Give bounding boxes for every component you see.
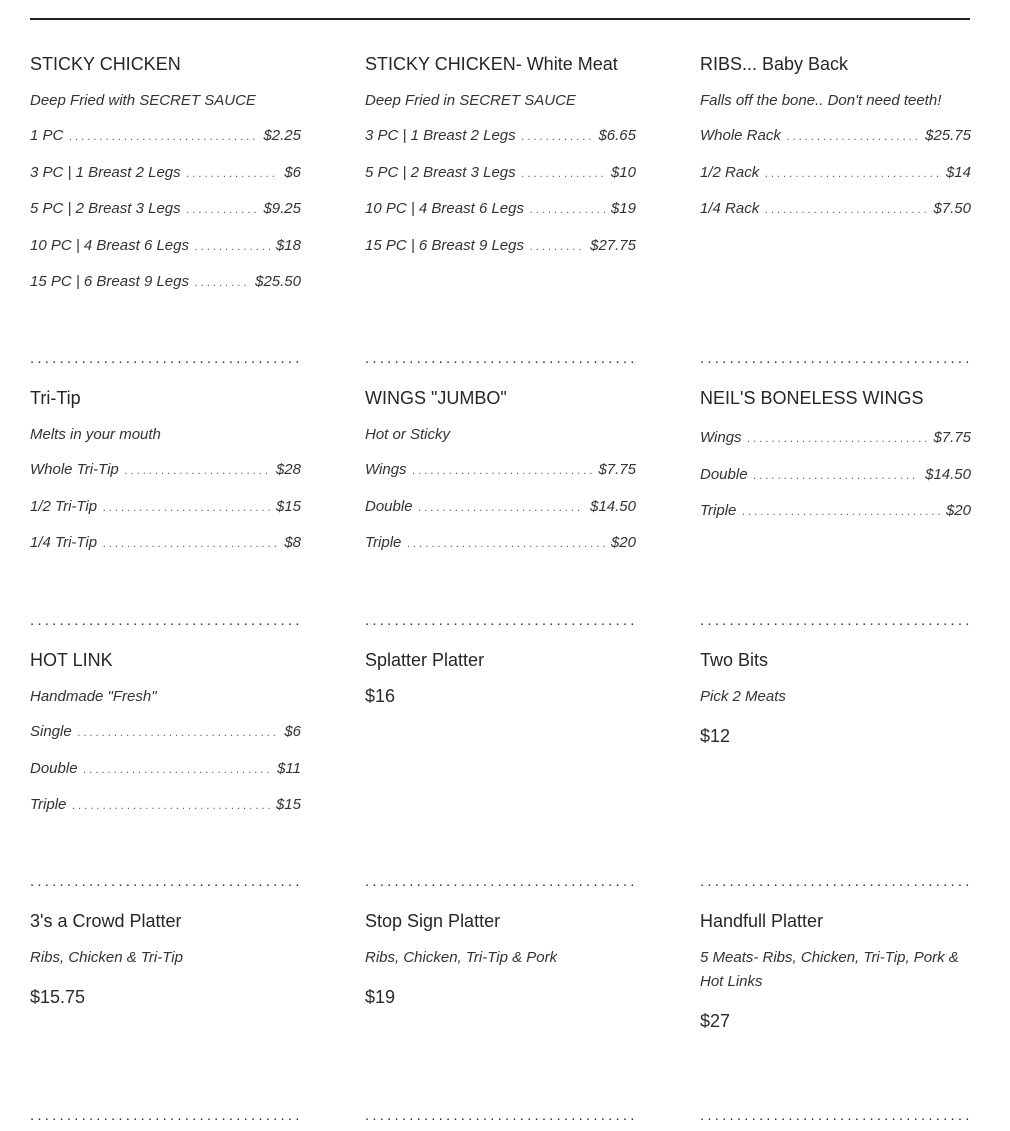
price-list (700, 429, 971, 539)
price-list (30, 461, 301, 571)
dot-leader (765, 204, 927, 216)
portion-price: $14 (945, 163, 971, 181)
portion-name: 1/2 Tri-Tip (30, 497, 98, 515)
dot-leader (754, 470, 920, 482)
menu-item-3-s-a-crowd-platter (30, 897, 301, 1131)
portion-price: $11 (277, 759, 301, 777)
dot-leader (103, 538, 278, 550)
menu-item-title: Tri-Tip (30, 388, 81, 408)
dot-leader (413, 465, 593, 477)
price-row (365, 164, 636, 201)
menu-item-price: $15.75 (30, 987, 86, 1007)
portion-name: 3 PC | 1 Breast 2 Legs (30, 163, 181, 181)
price-row (30, 273, 301, 310)
menu-item-description: Deep Fried in SECRET SAUCE (365, 92, 576, 109)
portion-price: $8 (284, 534, 301, 551)
dotted-divider (700, 877, 971, 887)
dotted-divider (30, 354, 301, 364)
dot-leader (125, 465, 270, 477)
dotted-divider (365, 616, 636, 626)
menu-item-ribs-baby-back (700, 40, 971, 374)
price-row (700, 502, 971, 539)
menu-item-splatter-platter (365, 636, 636, 897)
portion-name: 15 PC | 6 Breast 9 Legs (30, 273, 189, 290)
dot-leader (195, 277, 249, 289)
portion-price: $28 (275, 461, 301, 478)
menu-item-description: Melts in your mouth (30, 426, 161, 443)
price-row (365, 498, 636, 535)
menu-item-title: NEIL'S BONELESS WINGS (700, 388, 924, 408)
dot-leader (530, 204, 605, 216)
menu-item-description: Pick 2 Meats (700, 688, 786, 705)
dot-leader (530, 241, 584, 253)
dot-leader (72, 800, 270, 812)
portion-name: 5 PC | 2 Breast 3 Legs (30, 200, 181, 217)
price-row (30, 723, 301, 760)
menu-item-price: $12 (700, 726, 731, 746)
price-row (700, 127, 971, 164)
portion-name: 1/4 Rack (700, 200, 760, 217)
portion-price: $20 (610, 534, 636, 551)
menu-item-title: STICKY CHICKEN- White Meat (365, 54, 618, 74)
price-row (30, 127, 301, 164)
dotted-divider (365, 354, 636, 364)
top-divider (30, 18, 970, 20)
dotted-divider (30, 877, 301, 887)
menu-grid (30, 40, 971, 1131)
portion-price: $20 (945, 502, 971, 519)
menu-item-sticky-chicken (30, 40, 301, 374)
dotted-divider (365, 877, 636, 887)
dot-leader (522, 168, 605, 180)
portion-name: 5 PC | 2 Breast 3 Legs (365, 163, 516, 181)
portion-name: Whole Rack (700, 127, 781, 144)
menu-item-price: $19 (365, 987, 396, 1007)
menu-item-title: Stop Sign Platter (365, 911, 501, 931)
dot-leader (84, 764, 272, 776)
portion-price: $18 (275, 236, 301, 254)
price-row (30, 200, 301, 237)
dot-leader (742, 506, 940, 518)
portion-price: $27.75 (590, 236, 636, 254)
dotted-divider (700, 1111, 971, 1121)
menu-item-title: RIBS... Baby Back (700, 54, 849, 74)
menu-item-description: Ribs, Chicken, Tri-Tip & Pork (365, 949, 558, 966)
menu-item-description: Falls off the bone.. Don't need teeth! (700, 92, 942, 109)
dot-leader (195, 241, 270, 253)
portion-name: Wings (365, 461, 407, 478)
portion-price: $2.25 (263, 127, 301, 144)
price-list (365, 127, 636, 273)
portion-price: $14.50 (925, 465, 971, 483)
portion-name: 10 PC | 4 Breast 6 Legs (365, 200, 524, 217)
dot-leader (748, 433, 928, 445)
dot-leader (187, 168, 279, 180)
price-list (30, 723, 301, 833)
menu-item-title: Two Bits (700, 650, 769, 670)
portion-name: Single (30, 723, 72, 740)
menu-item-title: 3's a Crowd Platter (30, 911, 182, 931)
menu-item-title: WINGS "JUMBO" (365, 388, 507, 408)
portion-name: 10 PC | 4 Breast 6 Legs (30, 236, 189, 254)
portion-price: $19 (610, 200, 636, 217)
menu-item-handfull-platter (700, 897, 971, 1131)
menu-item-title: Handfull Platter (700, 911, 824, 931)
dot-leader (78, 727, 279, 739)
price-row (30, 534, 301, 571)
dot-leader (787, 131, 919, 143)
dotted-divider (700, 354, 971, 364)
portion-name: Wings (700, 429, 742, 446)
portion-price: $25.50 (255, 273, 301, 290)
price-list (30, 127, 301, 310)
portion-price: $25.75 (925, 127, 971, 144)
menu-item-description: Deep Fried with SECRET SAUCE (30, 92, 256, 109)
price-row (700, 200, 971, 237)
menu-item-hot-link (30, 636, 301, 897)
dotted-divider (30, 616, 301, 626)
dot-leader (765, 168, 940, 180)
dotted-divider (365, 1111, 636, 1121)
portion-price: $14.50 (590, 497, 636, 515)
portion-name: Triple (365, 534, 402, 551)
price-list (365, 461, 636, 571)
portion-name: Double (365, 497, 413, 515)
menu-item-title: Splatter Platter (365, 650, 485, 670)
portion-price: $6.65 (598, 127, 636, 144)
menu-item-price: $27 (700, 1011, 731, 1031)
price-list (700, 127, 971, 237)
portion-price: $7.75 (933, 429, 971, 446)
portion-price: $15 (275, 497, 301, 515)
menu-item-price: $16 (365, 686, 396, 706)
price-row (30, 461, 301, 498)
portion-name: 15 PC | 6 Breast 9 Legs (365, 236, 524, 254)
portion-name: 1/4 Tri-Tip (30, 534, 98, 551)
menu-item-description: Hot or Sticky (365, 426, 451, 443)
portion-name: Triple (30, 796, 67, 813)
price-row (700, 164, 971, 201)
menu-item-neil-s-boneless-wings (700, 374, 971, 636)
price-row (30, 760, 301, 797)
portion-name: Whole Tri-Tip (30, 461, 119, 478)
portion-name: 3 PC | 1 Breast 2 Legs (365, 127, 516, 144)
price-row (30, 498, 301, 535)
dot-leader (419, 502, 585, 514)
menu-item-two-bits (700, 636, 971, 897)
menu-item-title: STICKY CHICKEN (30, 54, 181, 74)
portion-price: $9.25 (263, 200, 301, 217)
menu-item-sticky-chicken-white-meat (365, 40, 636, 374)
portion-name: Triple (700, 502, 737, 519)
price-row (30, 164, 301, 201)
dot-leader (69, 131, 257, 143)
price-row (30, 796, 301, 833)
portion-name: 1 PC (30, 127, 64, 144)
menu-item-tri-tip (30, 374, 301, 636)
portion-price: $15 (275, 796, 301, 813)
portion-name: Double (30, 759, 78, 777)
price-row (700, 429, 971, 466)
price-row (365, 461, 636, 498)
menu-item-wings-jumbo (365, 374, 636, 636)
menu-item-stop-sign-platter (365, 897, 636, 1131)
portion-price: $7.75 (598, 461, 636, 478)
price-row (365, 534, 636, 571)
dotted-divider (700, 616, 971, 626)
menu-item-title: HOT LINK (30, 650, 113, 670)
price-row (365, 237, 636, 274)
portion-price: $7.50 (933, 200, 971, 217)
dot-leader (522, 131, 593, 143)
portion-price: $10 (610, 163, 636, 181)
portion-name: Double (700, 465, 748, 483)
price-row (365, 127, 636, 164)
dotted-divider (30, 1111, 301, 1121)
portion-price: $6 (284, 723, 301, 740)
price-row (700, 466, 971, 503)
price-row (30, 237, 301, 274)
menu-item-description: Handmade "Fresh" (30, 688, 157, 705)
price-row (365, 200, 636, 237)
dot-leader (187, 204, 258, 216)
portion-name: 1/2 Rack (700, 163, 760, 181)
dot-leader (407, 538, 605, 550)
menu-item-description: 5 Meats- Ribs, Chicken, Tri-Tip, Pork & Hot Links (700, 949, 959, 990)
dot-leader (103, 502, 270, 514)
portion-price: $6 (284, 163, 301, 181)
menu-item-description: Ribs, Chicken & Tri-Tip (30, 949, 183, 966)
